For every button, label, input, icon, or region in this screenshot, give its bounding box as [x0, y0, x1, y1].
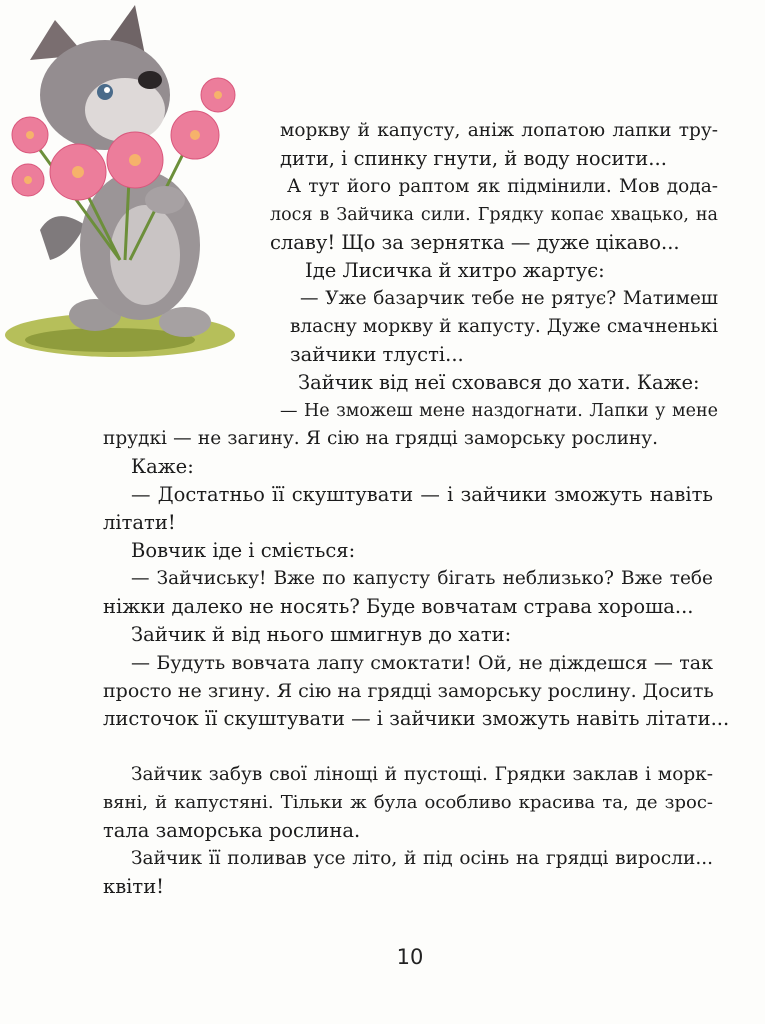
text-line: тала заморська рослина.: [103, 819, 361, 842]
text-line: зайчики тлусті...: [290, 343, 464, 366]
text-line: Зайчик від неї сховався до хати. Каже:: [298, 371, 700, 394]
text-line: Каже:: [131, 455, 194, 478]
text-line: Іде Лисичка й хитро жартує:: [305, 259, 605, 282]
wolf-cub-with-flowers-icon: [0, 0, 250, 365]
page-number: 10: [396, 945, 424, 969]
text-line: лося в Зайчика сили. Грядку копає хвацько, на: [270, 205, 718, 225]
text-line: листочок її скуштувати — і зайчики зможуть навіть літати...: [103, 707, 730, 730]
text-line: дити, і спинку гнути, й воду носити...: [280, 147, 667, 170]
text-line: Зайчик її поливав усе літо, й під осінь на грядці виросли...: [131, 848, 713, 869]
text-line: — Уже базарчик тебе не рятує? Матимеш: [300, 288, 718, 309]
text-line: Зайчик й від нього шмигнув до хати:: [131, 623, 512, 646]
text-line: літати!: [103, 511, 176, 534]
text-line: вяні, й капустяні. Тільки ж була особливо красива та, де зрос-: [103, 792, 713, 813]
text-line: — Не зможеш мене наздогнати. Лапки у мене: [280, 401, 718, 421]
text-line: А тут його раптом як підмінили. Мов дода-: [287, 176, 718, 197]
text-line: — Зайчиську! Вже по капусту бігать неблизько? Вже тебе: [131, 568, 713, 589]
text-line: — Будуть вовчата лапу смоктати! Ой, не діждешся — так: [131, 652, 713, 674]
text-line: власну моркву й капусту. Дуже смачненькі: [290, 316, 718, 337]
text-line: Вовчик іде і сміється:: [131, 539, 356, 562]
text-line: моркву й капусту, аніж лопатою лапки тру-: [280, 120, 718, 141]
text-line: просто не згину. Я сію на грядці заморську рослину. Досить: [103, 680, 714, 702]
text-line: славу! Що за зернятка — дуже цікаво...: [270, 231, 680, 254]
text-line: прудкі — не загину. Я сію на грядці заморську рослину.: [103, 428, 658, 449]
text-line: Зайчик забув свої лінощі й пустощі. Грядки заклав і морк-: [131, 764, 713, 785]
text-line: ніжки далеко не носять? Буде вовчатам страва хороша...: [103, 595, 694, 618]
text-line: — Достатньо її скуштувати — і зайчики зможуть навіть: [131, 483, 713, 506]
text-line: квіти!: [103, 875, 165, 898]
